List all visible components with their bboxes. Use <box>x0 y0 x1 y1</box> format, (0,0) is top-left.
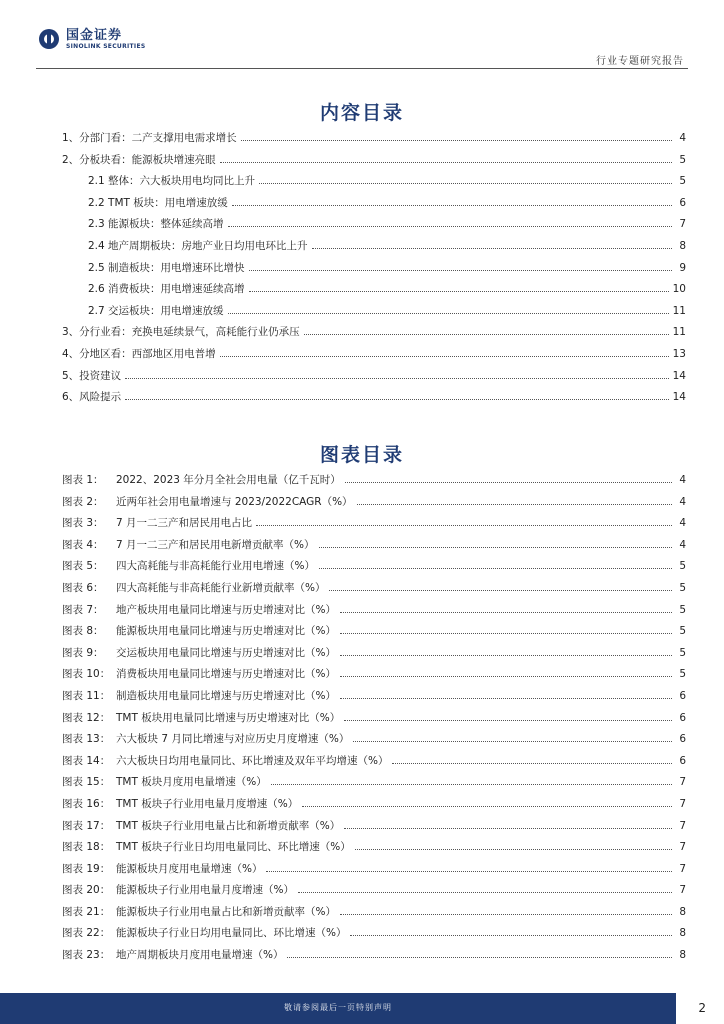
figure-entry[interactable] <box>62 796 686 818</box>
contents-entry-page: 7 <box>679 218 686 231</box>
figure-entry[interactable] <box>62 882 686 904</box>
contents-entry-page: 9 <box>679 261 686 274</box>
figure-title: 地产周期板块月度用电量增速（%） <box>116 949 284 962</box>
figure-entry-label <box>62 645 336 660</box>
figure-title: 能源板块月度用电量增速（%） <box>116 862 263 875</box>
figure-entry-page: 8 <box>679 905 686 918</box>
contents-entry[interactable] <box>62 238 686 260</box>
disclaimer-notice: 敬请参阅最后一页特别声明 <box>284 1003 392 1012</box>
figure-entry-label <box>62 623 336 638</box>
figure-title: 消费板块用电量同比增速与历史增速对比（%） <box>116 668 336 681</box>
figure-entry[interactable] <box>62 731 686 753</box>
leader-dots <box>340 647 672 656</box>
figure-entry[interactable] <box>62 537 686 559</box>
figure-entry-label <box>62 666 336 681</box>
figure-entry[interactable] <box>62 818 686 840</box>
figure-entry[interactable] <box>62 472 686 494</box>
figure-number: 图表 14： <box>62 754 111 767</box>
contents-entry[interactable] <box>62 260 686 282</box>
leader-dots <box>357 496 672 505</box>
figure-entry-label <box>62 494 353 509</box>
figure-entry-label <box>62 602 336 617</box>
figure-title: TMT 板块子行业日均用电量同比、环比增速（%） <box>116 841 351 854</box>
figure-title: 能源板块用电量同比增速与历史增速对比（%） <box>116 625 336 638</box>
brand-name-cn: 国金证券 <box>66 27 123 43</box>
figure-entry-label <box>62 904 336 919</box>
figure-entry-page: 7 <box>679 797 686 810</box>
figure-entry[interactable] <box>62 710 686 732</box>
contents-entry-label: 2.5 制造板块：用电增速环比增快 <box>88 261 245 274</box>
figure-entry-label <box>62 839 351 854</box>
figure-number: 图表 22： <box>62 927 111 940</box>
leader-dots <box>319 539 673 548</box>
leader-dots <box>298 884 672 893</box>
contents-entry-label: 2.4 地产周期板块：房地产业日均用电环比上升 <box>88 239 308 252</box>
figure-title: 地产板块用电量同比增速与历史增速对比（%） <box>116 603 336 616</box>
contents-entry[interactable] <box>62 281 686 303</box>
leader-dots <box>344 820 672 829</box>
contents-entry-page: 11 <box>672 304 686 317</box>
leader-dots <box>340 625 672 634</box>
contents-entry[interactable] <box>62 130 686 152</box>
figure-entry[interactable] <box>62 839 686 861</box>
figure-entry-page: 7 <box>679 841 686 854</box>
figure-entry-label <box>62 688 336 703</box>
contents-entry-page: 11 <box>672 326 686 339</box>
figure-entry[interactable] <box>62 904 686 926</box>
header-divider <box>36 68 688 69</box>
contents-entry-page: 14 <box>672 369 686 382</box>
figure-entry-label <box>62 537 315 552</box>
figure-entry-page: 7 <box>679 776 686 789</box>
company-logo <box>38 28 145 50</box>
leader-dots <box>249 283 669 292</box>
leader-dots <box>256 517 672 526</box>
leader-dots <box>249 262 672 271</box>
contents-entry-label: 2.6 消费板块：用电增速延续高增 <box>88 283 245 296</box>
figure-entry-label <box>62 774 267 789</box>
contents-entry-label: 5、投资建议 <box>62 369 122 382</box>
figure-entry-page: 6 <box>679 689 686 702</box>
figure-number: 图表 11： <box>62 689 111 702</box>
leader-dots <box>350 927 672 936</box>
figure-title: TMT 板块用电量同比增速与历史增速对比（%） <box>116 711 341 724</box>
figure-entry[interactable] <box>62 688 686 710</box>
figures-list <box>62 472 686 969</box>
leader-dots <box>220 154 672 163</box>
contents-entry[interactable] <box>62 303 686 325</box>
figure-title: 交运板块用电量同比增速与历史增速对比（%） <box>116 646 336 659</box>
figure-entry-page: 7 <box>679 884 686 897</box>
figure-number: 图表 15： <box>62 776 111 789</box>
figure-entry[interactable] <box>62 515 686 537</box>
figure-title: 7 月一二三产和居民用电新增贡献率（%） <box>116 538 315 551</box>
leader-dots <box>228 305 669 314</box>
contents-entry-page: 14 <box>672 391 686 404</box>
figure-entry-page: 4 <box>679 538 686 551</box>
contents-entry-label: 2.7 交运板块：用电增速放缓 <box>88 304 224 317</box>
figure-title: 能源板块子行业用电量月度增速（%） <box>116 884 294 897</box>
leader-dots <box>340 668 672 677</box>
figure-entry-page: 6 <box>679 733 686 746</box>
figure-number: 图表 4： <box>62 538 104 551</box>
figure-entry-label <box>62 472 341 487</box>
figure-entry[interactable] <box>62 602 686 624</box>
figure-entry-label <box>62 558 315 573</box>
contents-entry-page: 6 <box>679 196 686 209</box>
figure-entry[interactable] <box>62 666 686 688</box>
figure-entry-page: 8 <box>679 949 686 962</box>
figure-number: 图表 20： <box>62 884 111 897</box>
leader-dots <box>319 560 672 569</box>
leader-dots <box>125 370 668 379</box>
figure-entry-page: 8 <box>679 927 686 940</box>
figure-title: 能源板块子行业用电量占比和新增贡献率（%） <box>116 905 336 918</box>
figure-number: 图表 10： <box>62 668 111 681</box>
leader-dots <box>312 240 672 249</box>
figure-title: 制造板块用电量同比增速与历史增速对比（%） <box>116 689 336 702</box>
contents-entry-label: 2.3 能源板块：整体延续高增 <box>88 218 224 231</box>
contents-entry-page: 5 <box>679 175 686 188</box>
figure-entry-page: 5 <box>679 668 686 681</box>
leader-dots <box>302 798 672 807</box>
figure-number: 图表 17： <box>62 819 111 832</box>
figure-title: 能源板块子行业日均用电量同比、环比增速（%） <box>116 927 347 940</box>
figure-number: 图表 3： <box>62 517 104 530</box>
figure-number: 图表 8： <box>62 625 104 638</box>
brand-name-en: SINOLINK SECURITIES <box>66 42 146 50</box>
leader-dots <box>266 863 672 872</box>
figures-title: 图表目录 <box>319 444 404 466</box>
leader-dots <box>340 604 672 613</box>
figure-number: 图表 16： <box>62 797 111 810</box>
figure-title: 四大高耗能与非高耗能行业新增贡献率（%） <box>116 581 326 594</box>
figure-entry-page: 5 <box>679 560 686 573</box>
figure-entry[interactable] <box>62 774 686 796</box>
contents-entry-page: 10 <box>672 283 686 296</box>
figure-entry-label <box>62 796 298 811</box>
leader-dots <box>340 690 672 699</box>
leader-dots <box>304 326 669 335</box>
figure-entry-label <box>62 580 325 595</box>
contents-entry-page: 4 <box>679 132 686 144</box>
figure-entry[interactable] <box>62 645 686 667</box>
figure-number: 图表 23： <box>62 949 111 962</box>
figure-number: 图表 9： <box>62 646 104 659</box>
contents-entry-page: 8 <box>679 239 686 252</box>
figure-title: TMT 板块子行业用电量月度增速（%） <box>116 797 299 810</box>
figure-entry-page: 5 <box>679 646 686 659</box>
figure-number: 图表 7： <box>62 603 104 616</box>
figure-entry-label <box>62 753 388 768</box>
figure-number: 图表 18： <box>62 841 111 854</box>
contents-entry[interactable] <box>62 324 686 346</box>
leader-dots <box>287 949 672 958</box>
contents-entry[interactable] <box>62 389 686 411</box>
figure-title: 四大高耗能与非高耗能行业用电增速（%） <box>116 560 315 573</box>
figure-number: 图表 2： <box>62 495 104 508</box>
contents-title: 内容目录 <box>319 102 404 124</box>
figure-entry[interactable] <box>62 753 686 775</box>
sinolink-logo-icon <box>38 28 60 50</box>
figure-entry-page: 7 <box>679 862 686 875</box>
page-footer <box>0 993 724 1024</box>
contents-entry[interactable] <box>62 195 686 217</box>
figure-entry-label <box>62 861 262 876</box>
figure-number: 图表 21： <box>62 905 111 918</box>
contents-entry[interactable] <box>62 346 686 368</box>
figure-entry-page: 4 <box>679 495 686 508</box>
figure-entry-page: 6 <box>679 711 686 724</box>
leader-dots <box>340 906 672 915</box>
figure-entry-page: 4 <box>679 517 686 530</box>
figure-entry-label <box>62 925 346 940</box>
figure-entry-page: 4 <box>679 474 686 486</box>
contents-entry-page: 13 <box>672 347 686 360</box>
figure-entry-page: 7 <box>679 819 686 832</box>
leader-dots <box>353 733 672 742</box>
contents-entry-label: 4、分地区看：西部地区用电普增 <box>62 347 216 360</box>
figure-number: 图表 5： <box>62 560 104 573</box>
figure-entry-label <box>62 947 283 962</box>
figure-entry[interactable] <box>62 623 686 645</box>
contents-entry-label: 2、分板块看：能源板块增速亮眼 <box>62 153 216 166</box>
figure-title: 六大板块日均用电量同比、环比增速及双年平均增速（%） <box>116 754 389 767</box>
leader-dots <box>125 391 668 400</box>
contents-entry[interactable] <box>62 368 686 390</box>
leader-dots <box>228 218 672 227</box>
leader-dots <box>345 474 672 483</box>
figure-entry-label <box>62 818 340 833</box>
contents-entry-label: 2.2 TMT 板块：用电增速放缓 <box>88 196 228 209</box>
leader-dots <box>271 776 672 785</box>
figure-entry-page: 5 <box>679 625 686 638</box>
figure-number: 图表 6： <box>62 581 104 594</box>
figure-title: 六大板块 7 月同比增速与对应历史月度增速（%） <box>116 733 350 746</box>
figure-number: 图表 13： <box>62 733 111 746</box>
leader-dots <box>259 175 672 184</box>
page-header <box>0 0 724 70</box>
contents-entry-label: 6、风险提示 <box>62 391 122 404</box>
figure-title: TMT 板块月度用电量增速（%） <box>116 776 267 789</box>
figure-title: 2022、2023 年分月全社会用电量（亿千瓦时） <box>116 474 341 486</box>
leader-dots <box>241 132 672 141</box>
figure-entry-label <box>62 731 349 746</box>
contents-entry-label: 2.1 整体：六大板块用电均同比上升 <box>88 175 256 188</box>
figure-number: 图表 19： <box>62 862 111 875</box>
figure-entry-label <box>62 515 252 530</box>
figure-entry[interactable] <box>62 580 686 602</box>
contents-entry-label: 3、分行业看：充换电延续景气，高耗能行业仍承压 <box>62 326 300 339</box>
figure-entry[interactable] <box>62 925 686 947</box>
figure-title: 7 月一二三产和居民用电占比 <box>116 517 253 530</box>
leader-dots <box>344 712 672 721</box>
contents-entry[interactable] <box>62 173 686 195</box>
leader-dots <box>329 582 672 591</box>
report-type-label: 行业专题研究报告 <box>596 56 684 67</box>
figure-entry[interactable] <box>62 861 686 883</box>
contents-list <box>62 130 686 411</box>
figure-title: 近两年社会用电量增速与 2023/2022CAGR（%） <box>116 495 353 508</box>
leader-dots <box>220 348 669 357</box>
contents-entry-label: 1、分部门看：二产支撑用电需求增长 <box>62 132 237 144</box>
leader-dots <box>392 755 672 764</box>
figure-number: 图表 12： <box>62 711 111 724</box>
figure-entry-page: 5 <box>679 581 686 594</box>
figure-title: TMT 板块子行业用电量占比和新增贡献率（%） <box>116 819 341 832</box>
contents-entry-page: 5 <box>679 153 686 166</box>
figure-entry-page: 6 <box>679 754 686 767</box>
page-number: 2 <box>698 1001 706 1015</box>
figure-number: 图表 1： <box>62 474 104 486</box>
leader-dots <box>232 197 672 206</box>
figure-entry-page: 5 <box>679 603 686 616</box>
contents-entry[interactable] <box>62 152 686 174</box>
figure-entry-label <box>62 710 340 725</box>
contents-entry[interactable] <box>62 216 686 238</box>
leader-dots <box>355 841 672 850</box>
figure-entry-label <box>62 882 294 897</box>
figure-entry[interactable] <box>62 558 686 580</box>
figure-entry[interactable] <box>62 494 686 516</box>
figure-entry[interactable] <box>62 947 686 969</box>
